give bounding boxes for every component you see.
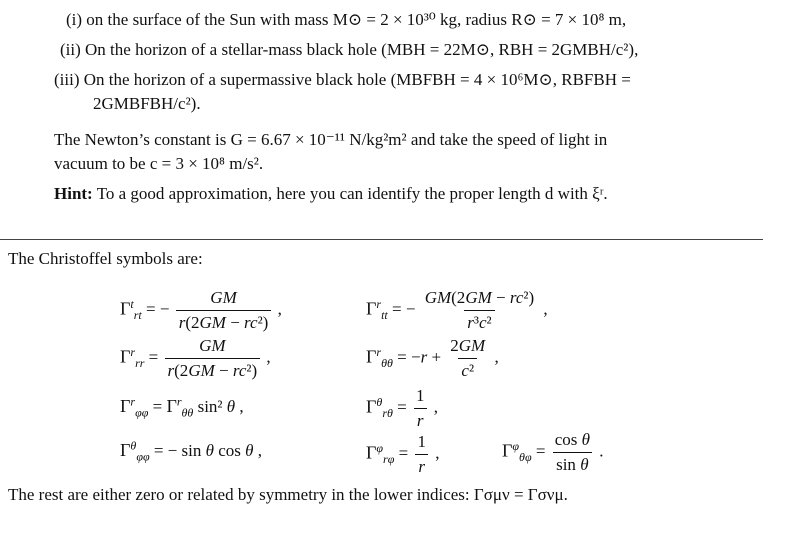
item-i <box>66 10 626 30</box>
item-ii-label: (ii) <box>60 40 81 59</box>
equation-gamma-th-rth: $\Gamma^\theta_{r\theta}$ = $\frac{1}{r}$ , <box>366 386 438 430</box>
newton-line-1: The Newton’s constant is G = 6.67 × 10⁻¹¹ N/kg²m² and take the speed of light in <box>54 130 608 149</box>
item-ii <box>60 40 638 60</box>
equation-gamma-r-tt: $\Gamma^r_{tt}$ = − $\frac{\text{GM(2GM − rc²)}}{\text{r³c²}}$ , <box>366 288 548 332</box>
item-iii-continuation: 2GMBFBH/c²). <box>93 94 201 113</box>
equation-gamma-r-rr: $\Gamma^r_{rr}$ = $\frac{GM}{\text{r(2GM − rc²)}}$ , <box>120 336 271 380</box>
equation-gamma-t-rt: $\Gamma^t_{rt}$ = − $\frac{GM}{\text{r(2GM − rc²)}}$ , <box>120 288 282 332</box>
christoffel-footer: The rest are either zero or related by symmetry in the lower indices: Γσμν = Γσνμ. <box>8 485 568 504</box>
divider <box>0 239 763 240</box>
newton-line-2: vacuum to be c = 3 × 10⁸ m/s². <box>54 154 264 173</box>
equation-gamma-th-phph: $\Gamma^\theta_{\varphi\varphi}$ = − sin θ cos θ , <box>120 438 262 464</box>
equation-gamma-r-phph: $\Gamma^r_{\varphi\varphi} = \Gamma^r_{\theta\theta}$ sin² θ , <box>120 394 244 420</box>
item-iii-text: On the horizon of a supermassive black hole (MBFBH = 4 × 10⁶M⊙, RBFBH = <box>83 70 631 89</box>
hint-label: Hint: <box>54 184 93 203</box>
christoffel-intro: The Christoffel symbols are: <box>8 249 203 268</box>
item-iii-label: (iii) <box>54 70 80 89</box>
equation-gamma-r-thth: $\Gamma^r_{\theta\theta} = -r$ + $\frac{2GM}{\text{c²}}$ , <box>366 336 499 380</box>
item-ii-text: On the horizon of a stellar-mass black hole (MBH = 22M⊙, RBH = 2GMBH/c²), <box>85 40 639 59</box>
hint <box>54 184 608 204</box>
item-i-text: on the surface of the Sun with mass M⊙ = 2 × 10³⁰ kg, radius R⊙ = 7 × 10⁸ m, <box>86 10 627 29</box>
equation-gamma-ph-rph: $\Gamma^\varphi_{r\varphi}$ = $\frac{1}{r}$ , <box>366 432 440 476</box>
equation-gamma-ph-thph: $\Gamma^\varphi_{\theta\varphi}$ = $\frac{\text{cos θ}}{\text{sin θ}}$ . <box>502 430 604 474</box>
hint-text: To a good approximation, here you can identify the proper length d with ξʳ. <box>96 184 608 203</box>
item-iii <box>54 70 631 90</box>
item-i-label: (i) <box>66 10 83 29</box>
